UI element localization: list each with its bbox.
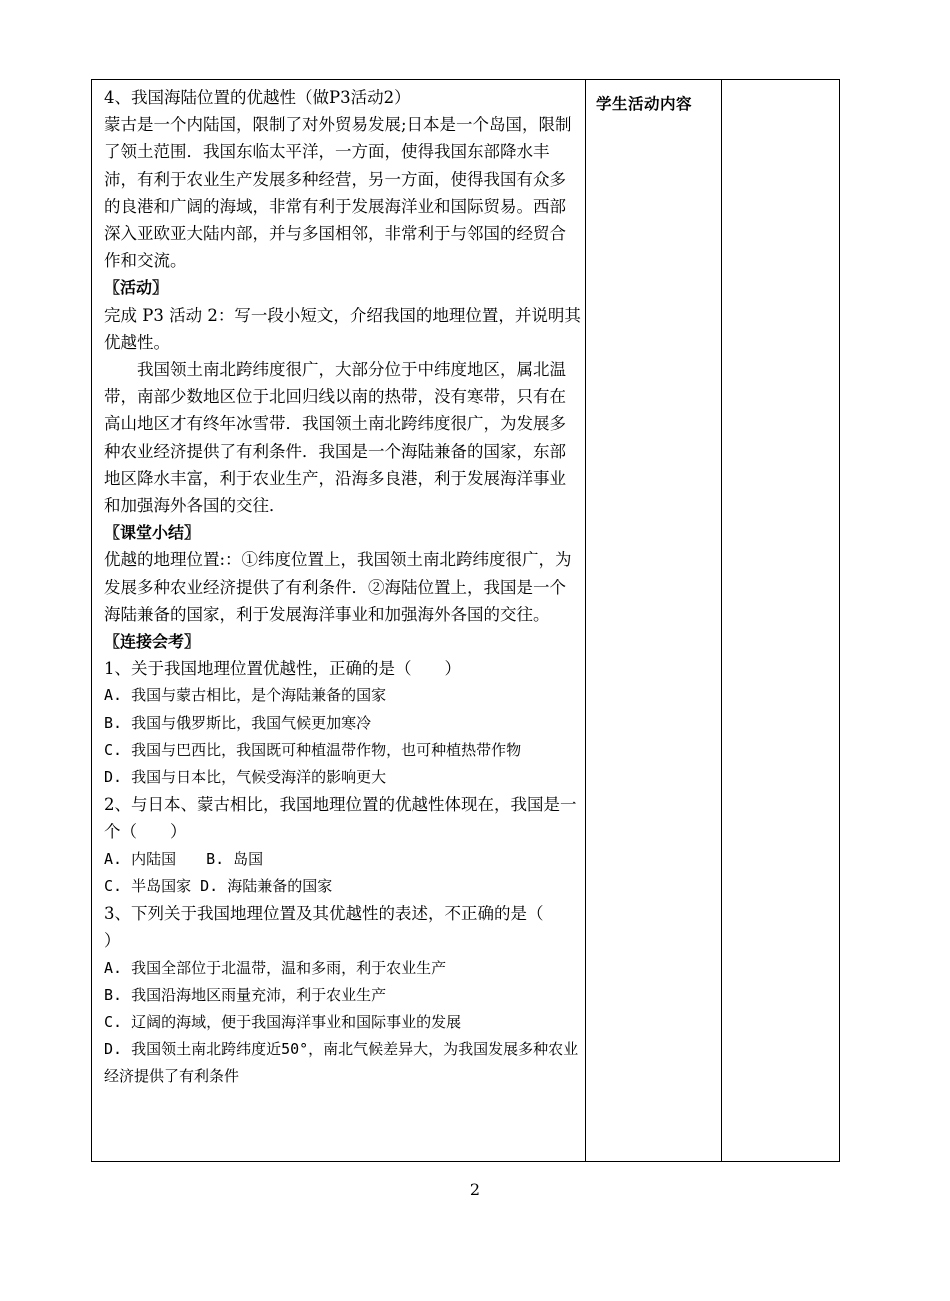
summary-text: 优越的地理位置:：①纬度位置上，我国领土南北跨纬度很广，为发展多种农业经济提供了有利条件．②海陆位置上，我国是一个海陆兼备的国家，利于发展海洋事业和加强海外各国的交往。 [104, 550, 572, 624]
notes-cell [722, 80, 839, 1161]
question-3-option-d: D. 我国领土南北跨纬度近50°，南北气候差异大，为我国发展多种农业经济提供了有利条件 [104, 1040, 579, 1086]
question-1-option-d: D. 我国与日本比，气候受海洋的影响更大 [104, 768, 387, 787]
question-3-option-c: C. 辽阔的海域，便于我国海洋事业和国际事业的发展 [104, 1012, 462, 1031]
activity-answer: 我国领土南北跨纬度很广，大部分位于中纬度地区，属北温带，南部少数地区位于北回归线以南的热带，没有寒带，只有在高山地区才有终年冰雪带．我国领土南北跨纬度很广，为发展多种农业经济提供了有利条件．我国是一个海陆兼备的国家，东部地区降水丰富，利于农业生产，沿海多良港，利于发展海洋事业和加强海外各国的交往． [104, 360, 566, 516]
lesson-table [91, 79, 840, 1162]
student-activity-cell [586, 80, 722, 1161]
question-1-option-c: C. 我国与巴西比，我国既可种植温带作物，也可种植热带作物 [104, 740, 522, 759]
summary-label: 〖课堂小结〗 [104, 523, 201, 543]
student-activity-title: 学生活动内容 [596, 95, 693, 113]
section-heading: 4、我国海陆位置的优越性（做P3活动2） [104, 88, 411, 107]
main-content-cell [92, 80, 586, 1161]
exam-label: 〖连接会考〗 [104, 632, 201, 652]
question-1-option-b: B. 我国与俄罗斯比，我国气候更加寒冷 [104, 713, 372, 732]
question-3-option-b: B. 我国沿海地区雨量充沛，利于农业生产 [104, 985, 387, 1004]
question-2-options-cd: C. 半岛国家 D. 海陆兼备的国家 [104, 876, 333, 895]
page-number: 2 [469, 1180, 481, 1199]
question-1-option-a: A. 我国与蒙古相比，是个海陆兼备的国家 [104, 686, 387, 705]
question-3-option-a: A. 我国全部位于北温带，温和多雨，利于农业生产 [104, 958, 447, 977]
question-3-stem: 3、下列关于我国地理位置及其优越性的表述，不正确的是（ ） [104, 904, 577, 951]
activity-label: 〖活动〗 [104, 278, 169, 298]
activity-prompt: 完成 P3 活动 2：写一段小短文，介绍我国的地理位置，并说明其优越性。 [104, 305, 581, 352]
question-1-stem: 1、关于我国地理位置优越性，正确的是（ ） [104, 659, 461, 679]
question-2-stem: 2、与日本、蒙古相比，我国地理位置的优越性体现在，我国是一个（ ） [104, 795, 577, 842]
question-2-options-ab: A. 内陆国 B. 岛国 [104, 849, 264, 868]
section-paragraph: 蒙古是一个内陆国，限制了对外贸易发展;日本是一个岛国，限制了领土范围．我国东临太平洋，一方面，使得我国东部降水丰沛，有利于农业生产发展多种经营，另一方面，使得我国有众多的良港和广阔的海域，非常有利于发展海洋业和国际贸易。西部深入亚欧亚大陆内部，并与多国相邻，非常利于与邻国的经贸合作和交流。 [104, 115, 572, 271]
